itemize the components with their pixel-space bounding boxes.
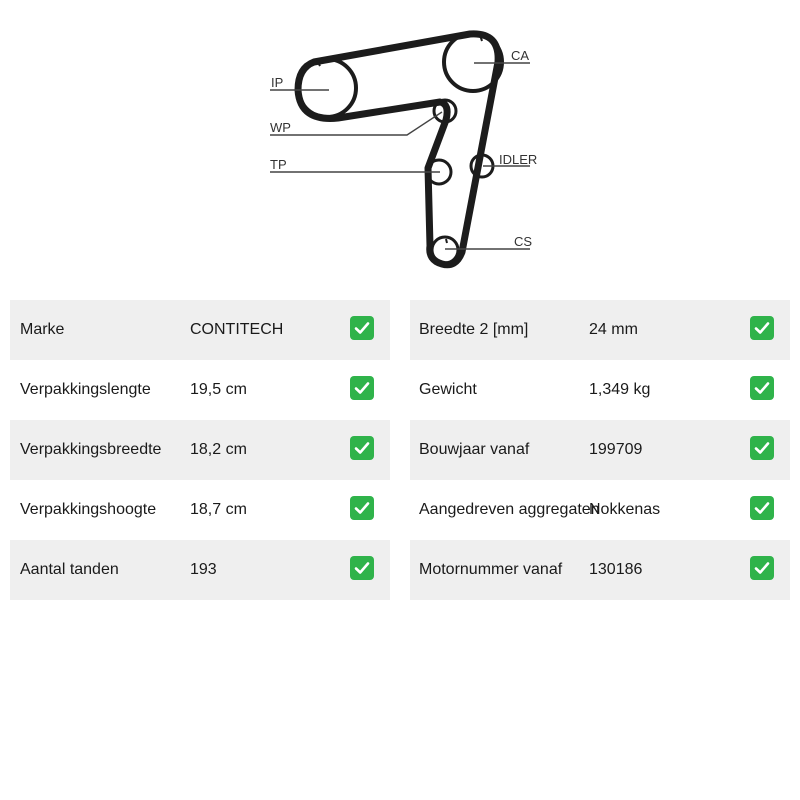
spec-label: Marke — [20, 321, 65, 338]
ip-pulley — [298, 59, 356, 117]
cs-pulley — [432, 237, 458, 263]
wp-label: WP — [270, 120, 291, 135]
check-mark-icon — [750, 376, 774, 400]
spec-value: Nokkenas — [589, 501, 661, 518]
spec-row — [10, 420, 390, 480]
check-mark-icon — [750, 436, 774, 460]
ca-pulley — [444, 33, 502, 91]
spec-label: Verpakkingsbreedte — [20, 441, 162, 458]
spec-value: 18,7 cm — [190, 501, 247, 518]
spec-value: 18,2 cm — [190, 441, 247, 458]
check-mark-icon — [350, 436, 374, 460]
spec-label: Aantal tanden — [20, 561, 119, 578]
spec-label: Motornummer vanaf — [419, 561, 563, 578]
ip-label: IP — [271, 75, 284, 90]
spec-value: CONTITECH — [190, 321, 284, 338]
check-mark-icon — [350, 556, 374, 580]
idler-label: IDLER — [499, 152, 538, 167]
check-mark-icon — [350, 316, 374, 340]
spec-value: 1,349 kg — [589, 381, 651, 398]
spec-row — [410, 300, 790, 360]
spec-value: 130186 — [589, 561, 643, 578]
spec-row — [410, 420, 790, 480]
check-mark-icon — [750, 556, 774, 580]
timing-belt-diagram — [0, 0, 800, 290]
spec-row — [10, 480, 390, 540]
spec-label: Verpakkingslengte — [20, 381, 151, 398]
spec-value: 199709 — [589, 441, 643, 458]
spec-value: 193 — [190, 561, 217, 578]
spec-row — [10, 360, 390, 420]
spec-table-left — [10, 300, 390, 600]
check-mark-icon — [750, 316, 774, 340]
spec-value: 19,5 cm — [190, 381, 247, 398]
ca-label: CA — [511, 48, 530, 63]
spec-label: Bouwjaar vanaf — [419, 441, 530, 458]
spec-label: Breedte 2 [mm] — [419, 321, 529, 338]
spec-label: Gewicht — [419, 381, 477, 398]
cs-label: CS — [514, 234, 533, 249]
check-mark-icon — [750, 496, 774, 520]
spec-value: 24 mm — [589, 321, 638, 338]
check-mark-icon — [350, 496, 374, 520]
spec-label: Verpakkingshoogte — [20, 501, 157, 518]
spec-row — [10, 300, 390, 360]
spec-row — [410, 480, 790, 540]
spec-label: Aangedreven aggregaten — [419, 501, 600, 518]
check-mark-icon — [350, 376, 374, 400]
spec-row — [410, 360, 790, 420]
spec-row — [410, 540, 790, 600]
spec-table-right — [410, 300, 790, 600]
tp-label: TP — [270, 157, 287, 172]
spec-row — [10, 540, 390, 600]
belt-outline — [298, 34, 498, 265]
